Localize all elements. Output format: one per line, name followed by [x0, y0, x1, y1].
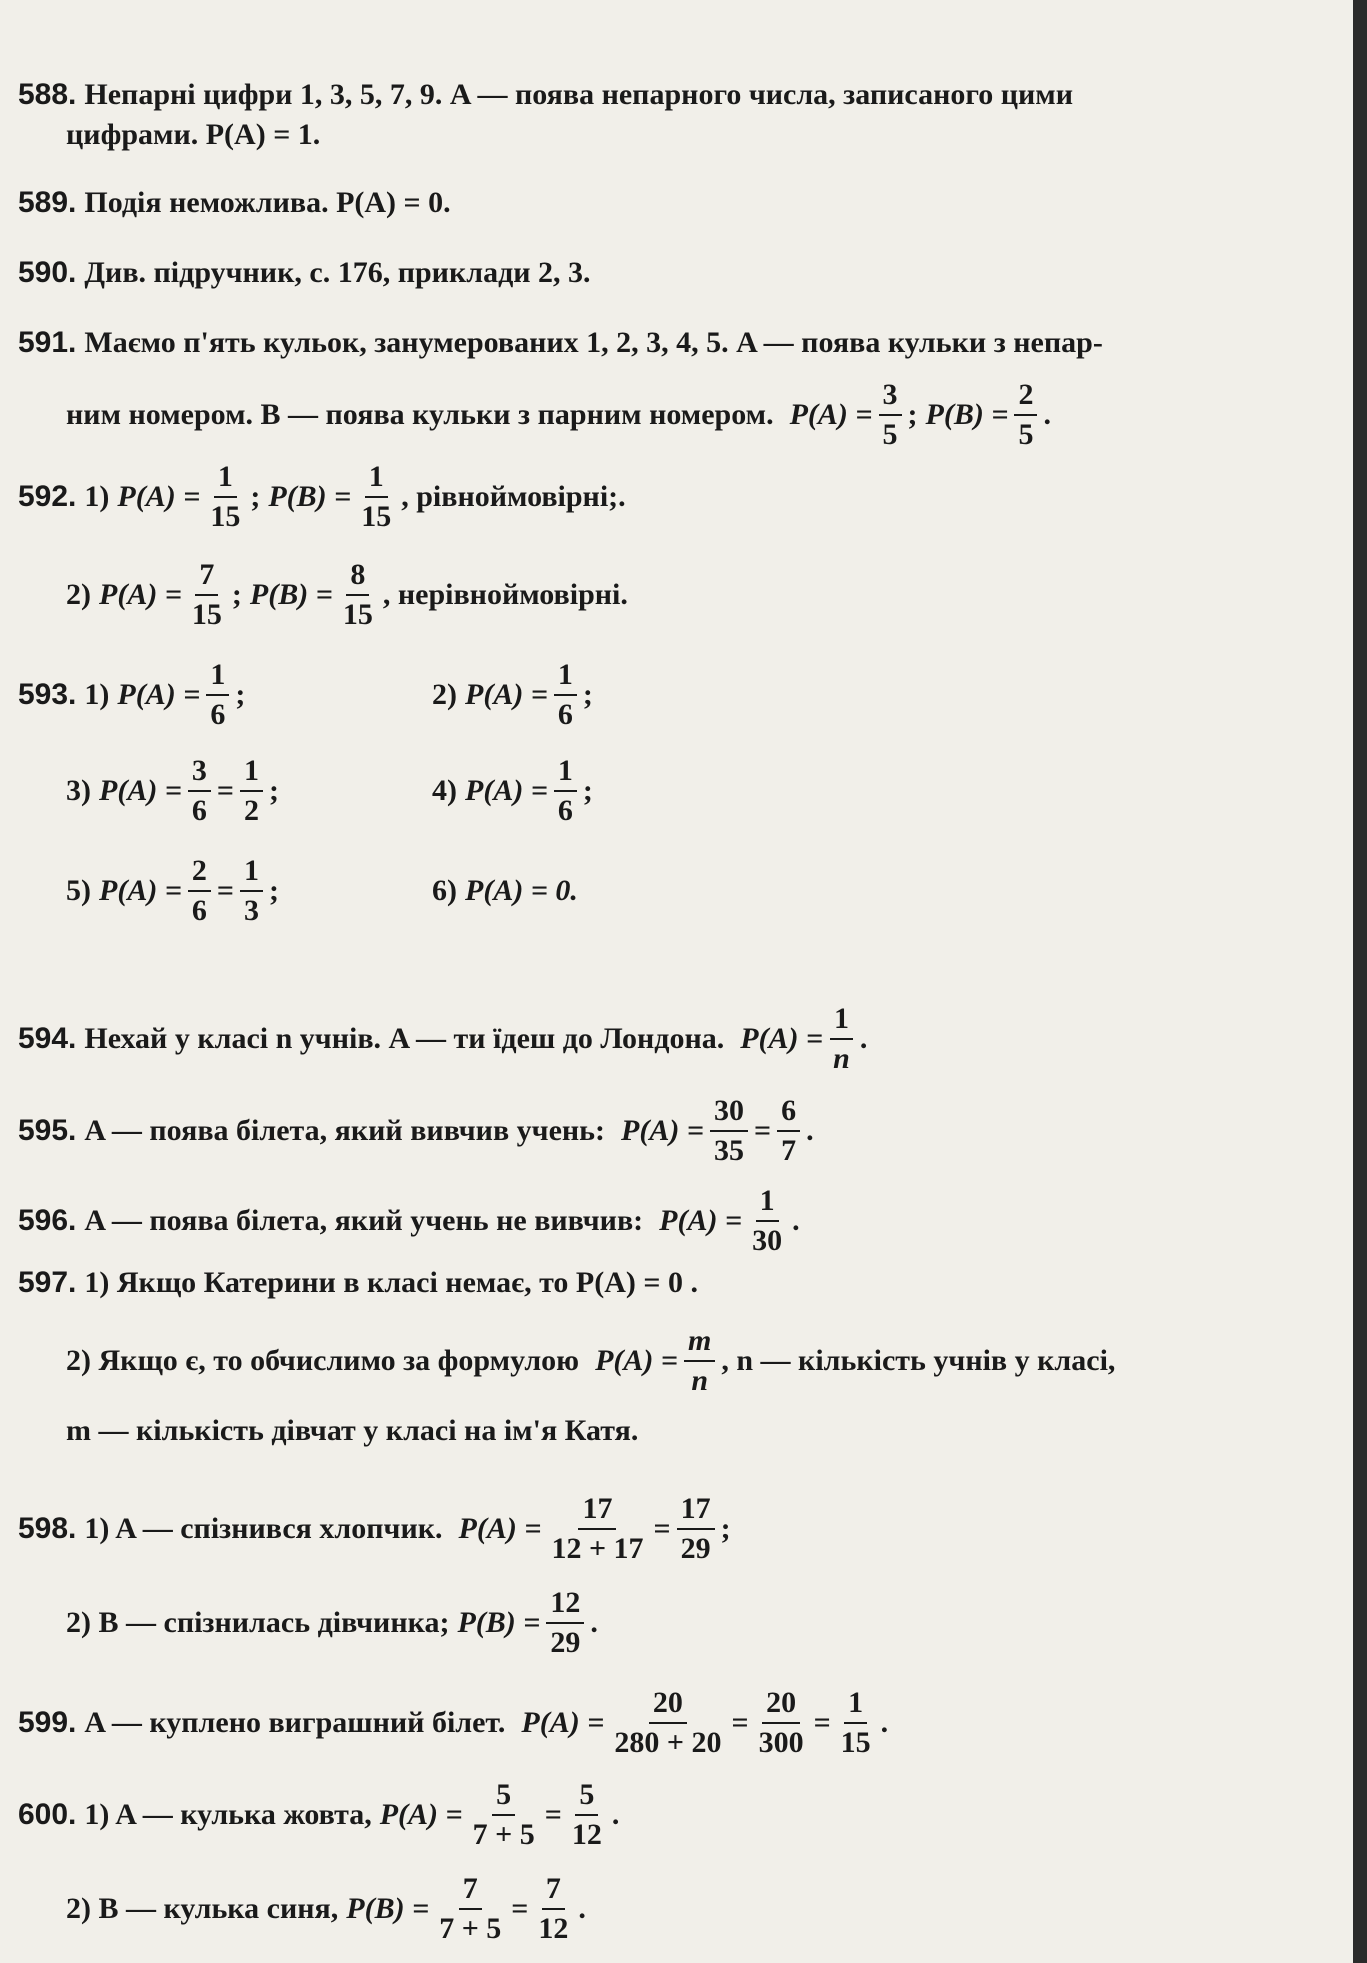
fraction: $\frac{5}{7 + 5}$	[472, 1778, 535, 1851]
problem-597-line-2	[66, 1322, 1115, 1400]
problem-597-line-1	[18, 1266, 698, 1300]
problem-588-line-2	[66, 118, 320, 152]
problem-593-item-6	[432, 874, 578, 908]
fraction: $\frac{1}{15}$	[210, 460, 241, 533]
fraction: $\frac{8}{15}$	[342, 558, 373, 631]
problem-text: A — поява білета, який вивчив учень:	[84, 1114, 606, 1147]
problem-589	[18, 186, 451, 220]
fraction: $\frac{2}{5}$	[1014, 376, 1037, 454]
problem-text: Див. підручник, с. 176, приклади 2, 3.	[84, 256, 591, 289]
problem-593-item-5	[66, 852, 279, 930]
item-label: 1)	[84, 678, 110, 711]
separator: ;	[720, 1512, 731, 1545]
problem-text: ним номером. B — поява кульки з парним номером.	[66, 398, 774, 431]
problem-600-line-1	[18, 1776, 619, 1854]
problem-597-line-3	[66, 1414, 638, 1448]
item-label: 2)	[66, 578, 91, 611]
formula-pb: P(B) =	[268, 480, 352, 513]
formula-pa: P(A) =	[379, 1798, 463, 1831]
fraction: $\frac{1}{30}$	[752, 1184, 783, 1257]
separator: ;	[269, 774, 280, 807]
problem-text: A — поява білета, який учень не вивчив:	[84, 1204, 644, 1237]
separator: ;	[907, 398, 918, 431]
problem-text: цифрами. P(A) = 1.	[66, 118, 321, 151]
period: .	[859, 1022, 868, 1055]
item-label: 4)	[432, 774, 457, 807]
period: .	[792, 1204, 800, 1237]
item-label: 5)	[66, 874, 91, 907]
formula-pa: P(A) =	[117, 678, 201, 711]
item-label: 3)	[66, 774, 91, 807]
problem-text: 2) B — спізнилась дівчинка;	[66, 1606, 450, 1639]
problem-596	[18, 1182, 800, 1260]
problem-text: Подія неможлива. P(A) = 0.	[84, 186, 451, 219]
problem-591-line-1	[18, 326, 1103, 360]
problem-text: m — кількість дівчат у класі на ім'я Катя.	[66, 1414, 639, 1447]
formula-pb: P(B) =	[457, 1606, 541, 1639]
formula-pa: P(A) =	[465, 774, 548, 807]
problem-number: 590.	[18, 256, 77, 289]
equals: =	[813, 1706, 831, 1739]
separator: ;	[582, 678, 593, 711]
problem-594	[18, 1000, 867, 1078]
period: .	[611, 1798, 620, 1831]
problem-593-item-3	[66, 752, 279, 830]
equals: =	[544, 1798, 562, 1831]
fraction: $\frac{3}{6}$	[188, 752, 211, 830]
formula-pa: P(A) =	[789, 398, 873, 431]
problem-number: 591.	[18, 326, 77, 359]
problem-595	[18, 1092, 814, 1170]
fraction: $\frac{17}{29}$	[677, 1490, 715, 1568]
problem-text: , рівноймовірні;.	[401, 480, 626, 513]
problem-number: 588.	[18, 78, 77, 111]
fraction: $\frac{17}{12 + 17}$	[551, 1492, 644, 1565]
problem-text: 1) A — кулька жовта,	[84, 1798, 372, 1831]
formula-pa: P(A) =	[659, 1204, 743, 1237]
problem-590	[18, 256, 591, 290]
item-label: 1)	[84, 480, 110, 513]
problem-text: Нехай у класі n учнів. A — ти їдеш до Лондона.	[84, 1022, 725, 1055]
problem-number: 592.	[18, 480, 77, 513]
formula-pa: P(A) =	[740, 1022, 824, 1055]
fraction: $\frac{7}{12}$	[538, 1872, 569, 1945]
equals: =	[753, 1114, 772, 1147]
formula-pa: P(A) =	[99, 578, 182, 611]
problem-text: 2) Якщо є, то обчислимо за формулою	[66, 1344, 580, 1377]
item-label: 2)	[432, 678, 457, 711]
fraction: $\frac{3}{5}$	[879, 376, 902, 454]
period: .	[1043, 398, 1051, 431]
formula-pa: P(A) = 0.	[465, 874, 578, 907]
separator: ;	[235, 678, 246, 711]
equals: =	[731, 1706, 749, 1739]
fraction: $\frac{1}{3}$	[240, 852, 263, 930]
fraction: $\frac{20}{280 + 20}$	[614, 1686, 722, 1759]
fraction: $\frac{1}{15}$	[361, 460, 392, 533]
problem-text: 1) Якщо Катерини в класі немає, то P(A) = 0 .	[84, 1266, 698, 1299]
problem-number: 589.	[18, 186, 77, 219]
problem-number: 600.	[18, 1798, 77, 1831]
fraction: $\frac{5}{12}$	[571, 1778, 602, 1851]
fraction: $\frac{2}{6}$	[188, 852, 211, 930]
fraction: $\frac{30}{35}$	[710, 1092, 748, 1170]
problem-592-line-1	[18, 458, 626, 536]
problem-text: Маємо п'ять кульок, занумерованих 1, 2, 3, 4, 5. A — поява кульки з непар-	[84, 326, 1103, 359]
fraction: $\frac{20}{300}$	[758, 1686, 804, 1759]
problem-number: 597.	[18, 1266, 77, 1299]
problem-number: 599.	[18, 1706, 77, 1739]
problem-text: 2) B — кулька синя,	[66, 1892, 339, 1925]
problem-599	[18, 1684, 888, 1762]
problem-number: 596.	[18, 1204, 77, 1237]
fraction: $\frac{7}{7 + 5}$	[439, 1872, 502, 1945]
formula-pa: P(A) =	[521, 1706, 605, 1739]
equals: =	[216, 774, 235, 807]
problem-text: , нерівноймовірні.	[382, 578, 628, 611]
fraction: $\frac{1}{2}$	[240, 752, 263, 830]
equals: =	[216, 874, 235, 907]
problem-text: , n — кількість учнів у класі,	[721, 1344, 1116, 1377]
problem-number: 593.	[18, 678, 77, 711]
problem-592-line-2	[66, 556, 628, 634]
formula-pa: P(A) =	[99, 874, 182, 907]
fraction: $\frac{1}{6}$	[554, 752, 577, 830]
item-label: 6)	[432, 874, 457, 907]
separator: ;	[269, 874, 280, 907]
formula-pb: P(B) =	[249, 578, 333, 611]
problem-598-line-1	[18, 1490, 731, 1568]
problem-593-row-1	[18, 656, 245, 734]
formula-pa: P(A) =	[621, 1114, 704, 1147]
fraction: $\frac{12}{29}$	[546, 1584, 584, 1662]
problem-598-line-2	[66, 1584, 598, 1662]
problem-number: 598.	[18, 1512, 77, 1545]
page-binding-edge	[1353, 0, 1367, 1963]
formula-pa: P(A) =	[117, 480, 201, 513]
formula-pa: P(A) =	[458, 1512, 542, 1545]
equals: =	[653, 1512, 671, 1545]
problem-text: A — куплено виграшний білет.	[84, 1706, 506, 1739]
fraction: $\frac{1}{15}$	[840, 1686, 871, 1759]
period: .	[806, 1114, 814, 1147]
problem-591-line-2	[66, 376, 1051, 454]
formula-pa: P(A) =	[595, 1344, 679, 1377]
problem-number: 595.	[18, 1114, 77, 1147]
formula-pa: P(A) =	[465, 678, 548, 711]
problem-number: 594.	[18, 1022, 77, 1055]
fraction: $\frac{6}{7}$	[777, 1092, 800, 1170]
fraction: $\frac{1}{6}$	[554, 656, 577, 734]
formula-pb: P(B) =	[925, 398, 1009, 431]
separator: ;	[582, 774, 593, 807]
period: .	[590, 1606, 598, 1639]
period: .	[880, 1706, 889, 1739]
problem-593-item-2	[432, 656, 593, 734]
formula-pb: P(B) =	[346, 1892, 430, 1925]
fraction: $\frac{1}{6}$	[206, 656, 229, 734]
fraction: $\frac{m}{n}$	[684, 1322, 715, 1400]
separator: ;	[250, 480, 261, 513]
equals: =	[511, 1892, 529, 1925]
problem-text: Непарні цифри 1, 3, 5, 7, 9. A — поява непарного числа, записаного цими	[84, 78, 1074, 111]
fraction: $\frac{1}{n}$	[829, 1000, 854, 1078]
period: .	[578, 1892, 586, 1925]
fraction: $\frac{7}{15}$	[191, 558, 222, 631]
problem-600-line-2	[66, 1870, 586, 1948]
problem-text: 1) A — спізнився хлопчик.	[84, 1512, 443, 1545]
problem-593-item-4	[432, 752, 593, 830]
problem-588-line-1	[18, 78, 1073, 112]
formula-pa: P(A) =	[99, 774, 182, 807]
separator: ;	[231, 578, 242, 611]
